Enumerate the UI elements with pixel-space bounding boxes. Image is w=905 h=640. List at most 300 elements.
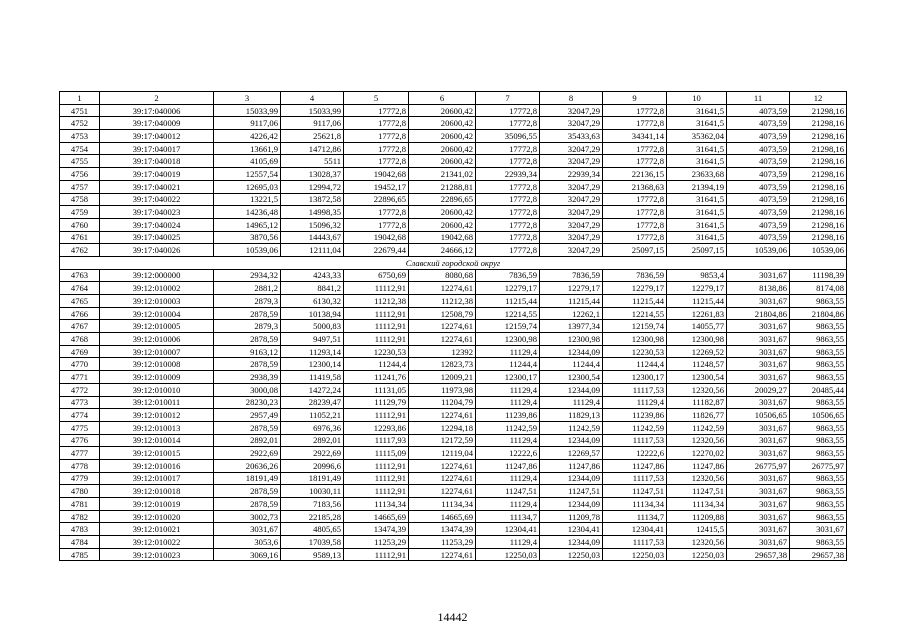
table-cell: 32047,29 [540,244,603,257]
table-cell: 39:12:010005 [100,320,214,333]
table-cell: 4778 [60,459,100,472]
table-cell: 12695,03 [214,180,281,193]
table-cell: 39:12:010010 [100,383,214,396]
table-cell: 11215,44 [540,295,603,308]
table-cell: 5000,83 [281,320,344,333]
table-row [60,320,847,333]
table-cell: 39:17:040019 [100,168,214,181]
table-body [60,92,847,561]
table-cell: 5511 [281,155,344,168]
table-cell: 39:12:010004 [100,307,214,320]
table-cell: 35096,55 [476,130,540,143]
table-cell: 1 [60,92,100,105]
table-cell: 3031,67 [727,498,790,511]
table-cell: 12269,52 [667,345,727,358]
table-cell: 4226,42 [214,130,281,143]
table-cell: 17772,8 [476,193,540,206]
table-cell: 12294,18 [409,421,476,434]
table-cell: 17772,8 [603,231,667,244]
table-cell: 17772,8 [344,218,409,231]
table-row [60,282,847,295]
table-cell: 17772,8 [476,117,540,130]
table-cell: 12222,6 [476,447,540,460]
table-cell: 2878,59 [214,307,281,320]
table-cell: 25097,15 [667,244,727,257]
table-row [60,371,847,384]
table-cell: 11253,29 [344,536,409,549]
table-cell: 3031,67 [214,523,281,536]
table-cell: 12250,03 [667,548,727,561]
table-cell: 12279,17 [603,282,667,295]
table-cell: 4767 [60,320,100,333]
table-cell: 10539,06 [214,244,281,257]
table-cell: 12320,56 [667,383,727,396]
section-row [60,256,847,269]
table-cell: 4073,59 [727,193,790,206]
table-cell: 4073,59 [727,168,790,181]
table-cell: 12279,17 [476,282,540,295]
table-cell: 32047,29 [540,155,603,168]
table-cell: 9117,06 [214,117,281,130]
table-cell: 20996,6 [281,459,344,472]
table-cell: 21298,16 [790,206,847,219]
table-row [60,244,847,257]
table-cell: 12274,61 [409,409,476,422]
table-cell: 11242,59 [476,421,540,434]
table-cell: 11134,7 [476,510,540,523]
table-cell: 4073,59 [727,155,790,168]
table-cell: 6 [409,92,476,105]
table-cell: 31641,5 [667,231,727,244]
table-cell: 4777 [60,447,100,460]
table-header-row [60,92,847,105]
table-cell: 39:17:040012 [100,130,214,143]
table-cell: 39:12:010002 [100,282,214,295]
table-cell: 31641,5 [667,193,727,206]
table-cell: 31641,5 [667,117,727,130]
table-cell: 17772,8 [603,218,667,231]
table-cell: 11129,79 [344,396,409,409]
table-cell: 13474,39 [344,523,409,536]
table-cell: 39:12:010017 [100,472,214,485]
table-cell: 39:12:010023 [100,548,214,561]
table-cell: 11129,4 [476,345,540,358]
table-cell: 9863,55 [790,295,847,308]
table-cell: 12159,74 [476,320,540,333]
table-cell: 11129,4 [476,396,540,409]
table-cell: 9863,55 [790,472,847,485]
table-cell: 8080,68 [409,269,476,282]
table-cell: 4073,59 [727,104,790,117]
table-cell: 11242,59 [540,421,603,434]
table-row [60,485,847,498]
table-cell: 3031,67 [727,333,790,346]
table-cell: 22939,34 [540,168,603,181]
table-cell: 11247,51 [540,485,603,498]
table-cell: 12344,09 [540,345,603,358]
table-cell: 35433,63 [540,130,603,143]
table-cell: 9863,55 [790,358,847,371]
table-cell: 12304,41 [603,523,667,536]
table-cell: 11134,34 [409,498,476,511]
table-row [60,498,847,511]
table-cell: 12274,61 [409,459,476,472]
table-cell: 4771 [60,371,100,384]
table-cell: 39:12:010018 [100,485,214,498]
table-cell: 12320,56 [667,536,727,549]
table-row [60,295,847,308]
table-row [60,155,847,168]
table-cell: 4073,59 [727,231,790,244]
table-cell: 12159,74 [603,320,667,333]
table-cell: 4073,59 [727,142,790,155]
table-row [60,409,847,422]
table-cell: 21298,16 [790,218,847,231]
table-cell: 2881,2 [214,282,281,295]
table-cell: 9117,06 [281,117,344,130]
table-cell: 12119,04 [409,447,476,460]
table-cell: 2878,59 [214,333,281,346]
table-cell: 18191,49 [214,472,281,485]
table-cell: 24666,12 [409,244,476,257]
table-cell: 12274,61 [409,548,476,561]
table-cell: 11826,77 [667,409,727,422]
table-cell: 29657,38 [790,548,847,561]
table-cell: 11117,93 [344,434,409,447]
table-cell: 39:17:040009 [100,117,214,130]
table-cell: 21298,16 [790,104,847,117]
table-cell: 12823,73 [409,358,476,371]
table-cell: 3031,67 [727,345,790,358]
table-cell: 11973,98 [409,383,476,396]
table-row [60,383,847,396]
table-row [60,472,847,485]
table-cell: 4758 [60,193,100,206]
table-cell: 12214,55 [603,307,667,320]
table-row [60,434,847,447]
table-cell: 3031,67 [727,523,790,536]
table-row [60,168,847,181]
table-cell: 39:17:040026 [100,244,214,257]
data-table [59,91,847,561]
table-cell: 12293,86 [344,421,409,434]
table-cell: 26775,97 [727,459,790,472]
table-cell: 22939,34 [476,168,540,181]
table-cell: 20029,27 [727,383,790,396]
table-cell: 39:12:010009 [100,371,214,384]
table-cell: 4774 [60,409,100,422]
table-cell: 18191,49 [281,472,344,485]
table-cell: 17772,8 [476,180,540,193]
table-cell: 11115,09 [344,447,409,460]
table-cell: 11239,86 [476,409,540,422]
table-cell: 11244,4 [344,358,409,371]
table-cell: 11293,14 [281,345,344,358]
table-cell: 12304,41 [476,523,540,536]
table-cell: 39:12:010020 [100,510,214,523]
table-cell: 10539,06 [790,244,847,257]
table-cell: 9863,55 [790,320,847,333]
table-cell: 4764 [60,282,100,295]
table-cell: 31641,5 [667,218,727,231]
table-cell: 11112,91 [344,307,409,320]
page-number: 14442 [437,610,468,624]
table-cell: 17772,8 [476,142,540,155]
table-cell: 12269,57 [540,447,603,460]
table-cell: 7836,59 [603,269,667,282]
table-cell: 15033,99 [214,104,281,117]
table-cell: 11242,59 [667,421,727,434]
table-row [60,345,847,358]
table-row [60,142,847,155]
table-cell: 12300,14 [281,358,344,371]
table-cell: 11 [727,92,790,105]
table-cell: 12344,09 [540,498,603,511]
table-cell: 2 [100,92,214,105]
table-cell: 4769 [60,345,100,358]
table-cell: 12274,61 [409,485,476,498]
table-cell: 3031,67 [727,358,790,371]
table-cell: 9863,55 [790,421,847,434]
table-cell: 39:12:010007 [100,345,214,358]
table-row [60,206,847,219]
table-cell: 39:17:040023 [100,206,214,219]
table-cell: 34341,14 [603,130,667,143]
table-cell: 4768 [60,333,100,346]
table-cell: 3031,67 [727,536,790,549]
table-cell: 3031,67 [727,510,790,523]
table-cell: 20600,42 [409,104,476,117]
table-cell: 11247,86 [540,459,603,472]
table-cell: 17772,8 [603,104,667,117]
table-cell: 9497,51 [281,333,344,346]
table-cell: 12300,98 [667,333,727,346]
table-cell: 39:12:010012 [100,409,214,422]
table-cell: 4772 [60,383,100,396]
table-cell: 11129,4 [603,396,667,409]
table-cell: 17772,8 [344,155,409,168]
table-cell: 15033,99 [281,104,344,117]
table-cell: 4755 [60,155,100,168]
table-cell: 3031,67 [727,434,790,447]
table-cell: 11209,88 [667,510,727,523]
table-cell: 39:12:000000 [100,269,214,282]
table-cell: 12172,59 [409,434,476,447]
table-cell: 2892,01 [214,434,281,447]
table-row [60,130,847,143]
table-cell: 11112,91 [344,548,409,561]
table-cell: 4073,59 [727,180,790,193]
table-cell: 7836,59 [540,269,603,282]
table-row [60,180,847,193]
table-cell: 32047,29 [540,231,603,244]
table-cell: 11419,58 [281,371,344,384]
table-cell: 11112,91 [344,485,409,498]
table-cell: 17772,8 [344,206,409,219]
table-cell: 11134,7 [603,510,667,523]
table-cell: 11253,29 [409,536,476,549]
table-cell: 17772,8 [344,142,409,155]
table-cell: 4775 [60,421,100,434]
table-cell: 4756 [60,168,100,181]
table-cell: 13221,5 [214,193,281,206]
section-title: Славский городской округ [60,256,847,269]
table-cell: 4773 [60,396,100,409]
table-cell: 9863,55 [790,345,847,358]
table-cell: 39:17:040021 [100,180,214,193]
table-cell: 4751 [60,104,100,117]
table-cell: 4783 [60,523,100,536]
table-cell: 19042,68 [344,168,409,181]
table-cell: 9863,55 [790,396,847,409]
table-cell: 12279,17 [540,282,603,295]
table-cell: 4 [281,92,344,105]
table-cell: 14443,67 [281,231,344,244]
table-cell: 39:12:010003 [100,295,214,308]
table-cell: 21298,16 [790,193,847,206]
table-row [60,231,847,244]
table-cell: 4765 [60,295,100,308]
table-cell: 3031,67 [727,295,790,308]
table-cell: 20600,42 [409,155,476,168]
table-cell: 11052,21 [281,409,344,422]
table-cell: 2934,32 [214,269,281,282]
table-cell: 14272,24 [281,383,344,396]
table-cell: 14665,69 [409,510,476,523]
table-cell: 4785 [60,548,100,561]
table-cell: 5 [344,92,409,105]
table-cell: 11212,38 [344,295,409,308]
table-cell: 31641,5 [667,206,727,219]
table-cell: 3031,67 [727,269,790,282]
table-cell: 11112,91 [344,409,409,422]
table-cell: 11129,4 [476,498,540,511]
table-cell: 17772,8 [603,142,667,155]
table-row [60,218,847,231]
table-cell: 32047,29 [540,104,603,117]
table-cell: 12300,17 [603,371,667,384]
table-cell: 12230,53 [344,345,409,358]
table-cell: 14998,35 [281,206,344,219]
table-cell: 12300,98 [540,333,603,346]
table-cell: 11215,44 [603,295,667,308]
table-cell: 17772,8 [476,155,540,168]
table-cell: 11247,86 [603,459,667,472]
table-cell: 2878,59 [214,485,281,498]
table-cell: 12250,03 [540,548,603,561]
table-cell: 12344,09 [540,383,603,396]
table-cell: 3031,67 [727,472,790,485]
table-cell: 11215,44 [476,295,540,308]
table-cell: 17772,8 [476,104,540,117]
table-row [60,523,847,536]
table-row [60,548,847,561]
table-cell: 12557,54 [214,168,281,181]
table-cell: 11242,59 [603,421,667,434]
table-cell: 11129,4 [476,383,540,396]
table-row [60,510,847,523]
table-cell: 9863,55 [790,434,847,447]
table-cell: 13872,58 [281,193,344,206]
table-cell: 10030,11 [281,485,344,498]
table-cell: 11112,91 [344,472,409,485]
table-cell: 6976,36 [281,421,344,434]
table-cell: 21804,86 [727,307,790,320]
table-cell: 21804,86 [790,307,847,320]
table-cell: 12994,72 [281,180,344,193]
table-cell: 8841,2 [281,282,344,295]
table-cell: 21368,63 [603,180,667,193]
table-row [60,307,847,320]
table-cell: 4779 [60,472,100,485]
table-cell: 14712,86 [281,142,344,155]
table-cell: 17772,8 [603,155,667,168]
table-cell: 4243,33 [281,269,344,282]
table-cell: 11134,34 [667,498,727,511]
table-cell: 31641,5 [667,155,727,168]
table-cell: 22679,44 [344,244,409,257]
table-cell: 20600,42 [409,142,476,155]
table-cell: 9863,55 [790,498,847,511]
table-cell: 11112,91 [344,320,409,333]
table-cell: 12304,41 [540,523,603,536]
table-cell: 32047,29 [540,218,603,231]
table-cell: 17772,8 [476,231,540,244]
table-cell: 21298,16 [790,180,847,193]
table-cell: 4754 [60,142,100,155]
table-cell: 4766 [60,307,100,320]
table-cell: 21298,16 [790,130,847,143]
table-cell: 12250,03 [476,548,540,561]
table-cell: 12320,56 [667,472,727,485]
table-cell: 11247,51 [667,485,727,498]
table-cell: 17772,8 [476,206,540,219]
table-cell: 10506,65 [727,409,790,422]
table-cell: 9863,55 [790,536,847,549]
table-cell: 9853,4 [667,269,727,282]
table-cell: 11112,91 [344,459,409,472]
table-cell: 19452,17 [344,180,409,193]
table-cell: 14236,48 [214,206,281,219]
table-cell: 11134,34 [603,498,667,511]
table-cell: 2957,49 [214,409,281,422]
table-cell: 17772,8 [344,117,409,130]
table-cell: 8 [540,92,603,105]
table-cell: 11129,4 [476,472,540,485]
table-cell: 4073,59 [727,130,790,143]
table-cell: 4753 [60,130,100,143]
table-cell: 28230,23 [214,396,281,409]
table-cell: 11134,34 [344,498,409,511]
table-cell: 12392 [409,345,476,358]
table-cell: 2892,01 [281,434,344,447]
table-cell: 32047,29 [540,117,603,130]
table-cell: 9863,55 [790,447,847,460]
table-cell: 8138,86 [727,282,790,295]
table-cell: 4776 [60,434,100,447]
table-cell: 11117,53 [603,536,667,549]
table-cell: 3031,67 [727,396,790,409]
table-cell: 4759 [60,206,100,219]
table-cell: 12300,54 [540,371,603,384]
table-cell: 12300,54 [667,371,727,384]
table-cell: 11215,44 [667,295,727,308]
table-cell: 11182,87 [667,396,727,409]
table-cell: 7836,59 [476,269,540,282]
table-cell: 3031,67 [727,320,790,333]
table-cell: 11241,76 [344,371,409,384]
table-cell: 4805,65 [281,523,344,536]
